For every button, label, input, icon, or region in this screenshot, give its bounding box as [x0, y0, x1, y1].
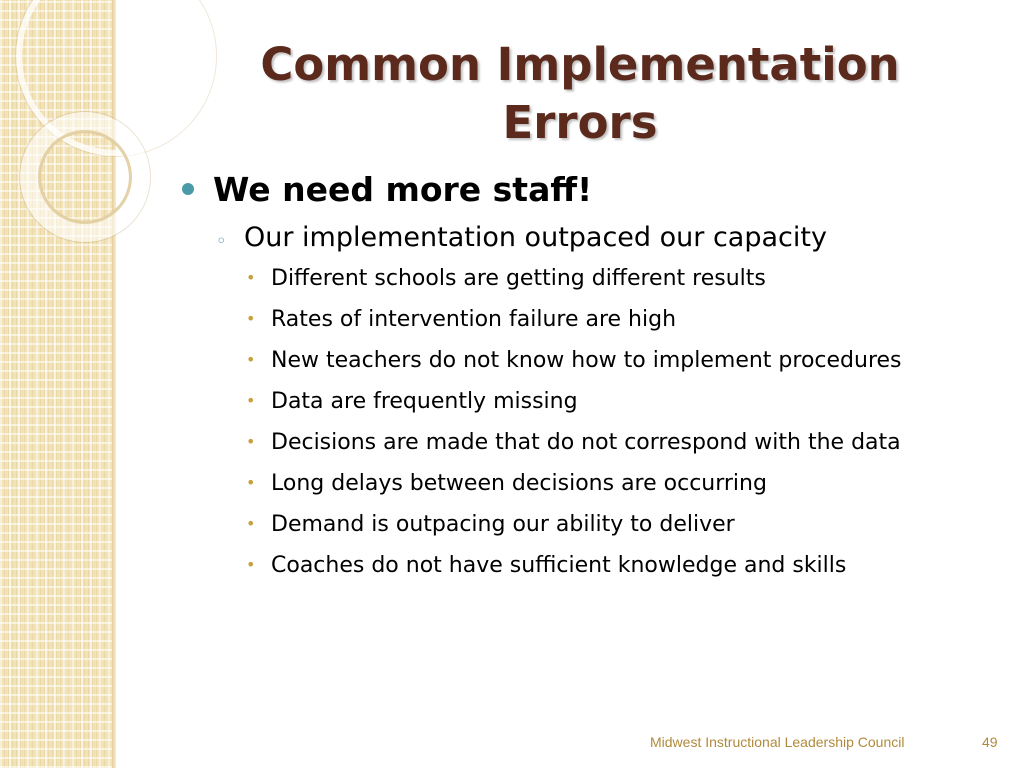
dot-bullet-icon: • — [246, 309, 256, 328]
page-number: 49 — [982, 734, 998, 750]
list-item — [180, 549, 980, 582]
hollow-circle-bullet-icon: ◦ — [216, 231, 227, 252]
title-line-1: Common Implementation — [260, 38, 900, 91]
list-item-text: Long delays between decisions are occurring — [271, 471, 767, 496]
list-item — [180, 508, 980, 541]
bullet-level-1-text: We need more staff! — [213, 170, 593, 209]
dot-bullet-icon: • — [246, 350, 256, 369]
list-item-text: New teachers do not know how to implement procedures — [271, 348, 902, 373]
title-line-2: Errors — [502, 96, 658, 149]
list-item — [180, 467, 980, 500]
bullet-level-1 — [180, 170, 980, 218]
slide-title — [200, 36, 960, 152]
list-item-text: Decisions are made that do not correspond with the data — [271, 430, 901, 455]
dot-bullet-icon: • — [246, 514, 256, 533]
list-item-text: Data are frequently missing — [271, 389, 578, 414]
dot-bullet-icon: • — [246, 473, 256, 492]
dot-bullet-icon: • — [246, 268, 256, 287]
bullet-level-2 — [180, 218, 980, 262]
list-item-text: Demand is outpacing our ability to deliver — [271, 512, 735, 537]
filled-circle-bullet-icon — [182, 183, 194, 195]
list-item — [180, 344, 980, 377]
decorative-ring-inner — [38, 130, 132, 224]
list-item-text: Coaches do not have sufficient knowledge and skills — [271, 553, 847, 578]
list-item-text: Different schools are getting different results — [271, 266, 766, 291]
dot-bullet-icon: • — [246, 555, 256, 574]
bullet-level-2-text: Our implementation outpaced our capacity — [244, 222, 827, 253]
list-item — [180, 385, 980, 418]
list-item — [180, 426, 980, 459]
list-item — [180, 262, 980, 295]
list-item — [180, 303, 980, 336]
slide-content — [180, 170, 980, 590]
dot-bullet-icon: • — [246, 391, 256, 410]
list-item-text: Rates of intervention failure are high — [271, 307, 677, 332]
dot-bullet-icon: • — [246, 432, 256, 451]
footer-organization: Midwest Instructional Leadership Council — [650, 734, 905, 750]
